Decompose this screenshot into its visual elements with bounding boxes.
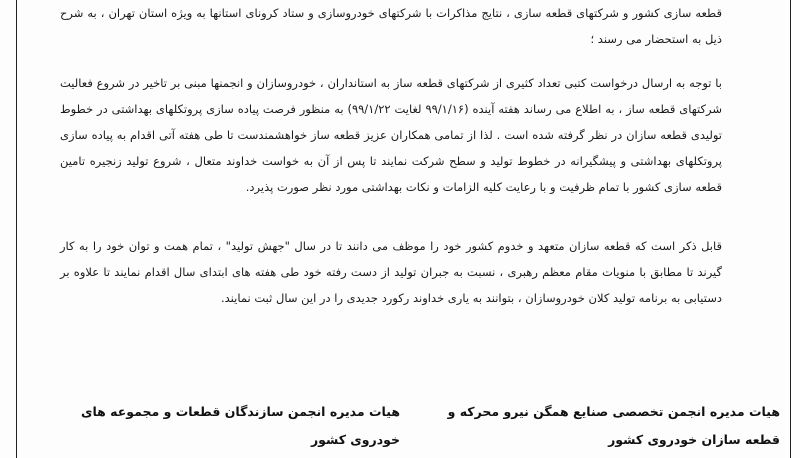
page-border-left [16,0,17,458]
signature-parts-manufacturers-association: هیات مدیره انجمن سازندگان قطعات و مجموعه های خودروی کشور [81,404,400,447]
letter-paragraph-schedule: با توجه به ارسال درخواست کتبی تعداد کثیری از شرکتهای قطعه ساز به استانداران ، خودروسازان و انجمنها مبنی بر تاخیر در شروع فعالیت شرکتهای قطعه ساز ، به اطلاع می رساند هفته آینده (۹۹/۱/۱۶ لغایت ۹۹/۱/۲۲) به منظور فرصت پیاده سازی پروتکلهای بهداشتی در خطوط تولیدی قطعه سازان در نظر گرفته شده است . لذا از تمامی همکاران عزیز قطعه ساز خواهشمندست تا طی هفته آتی اقدام به پیاده سازی پروتکلهای بهداشتی و پیشگیرانه در خطوط تولید و سطح شرکت نمایند تا پس از آن به خواست خداوند متعال ، شروع تولید زنجیره تامین قطعه سازی کشور با تمام ظرفیت و با رعایت کلیه الزامات و نکات بهداشتی مورد نظر صورت پذیرد. [60,76,722,194]
letter-paragraph-intro: قطعه سازی کشور و شرکتهای قطعه سازی ، نتایج مذاکرات با شرکتهای خودروسازی و ستاد کرونای استانها به ویژه استان تهران ، به شرح ذیل به استحضار می رسند ؛ [60,6,722,46]
letter-paragraph-production: قابل ذکر است که قطعه سازان متعهد و خدوم کشور خود را موظف می دانند تا در سال "جهش تولید" ، تمام همت و توان خود را به کار گیرند تا مطابق با منویات مقام معظم رهبری ، نسبت به جبران تولید از دست رفته خود طی هفته های ابتدای سال اقدام نمایند تا علاوه بر دستیابی به برنامه تولید کلان خودروسازان ، بتوانند به یاری خداوند رکورد جدیدی را در این سال ثبت نمایند. [60,239,722,305]
signature-powertrain-association: هیات مدیره انجمن تخصصی صنایع همگن نیرو محرکه و قطعه سازان خودروی کشور [447,404,780,447]
page-border-right [790,0,791,458]
